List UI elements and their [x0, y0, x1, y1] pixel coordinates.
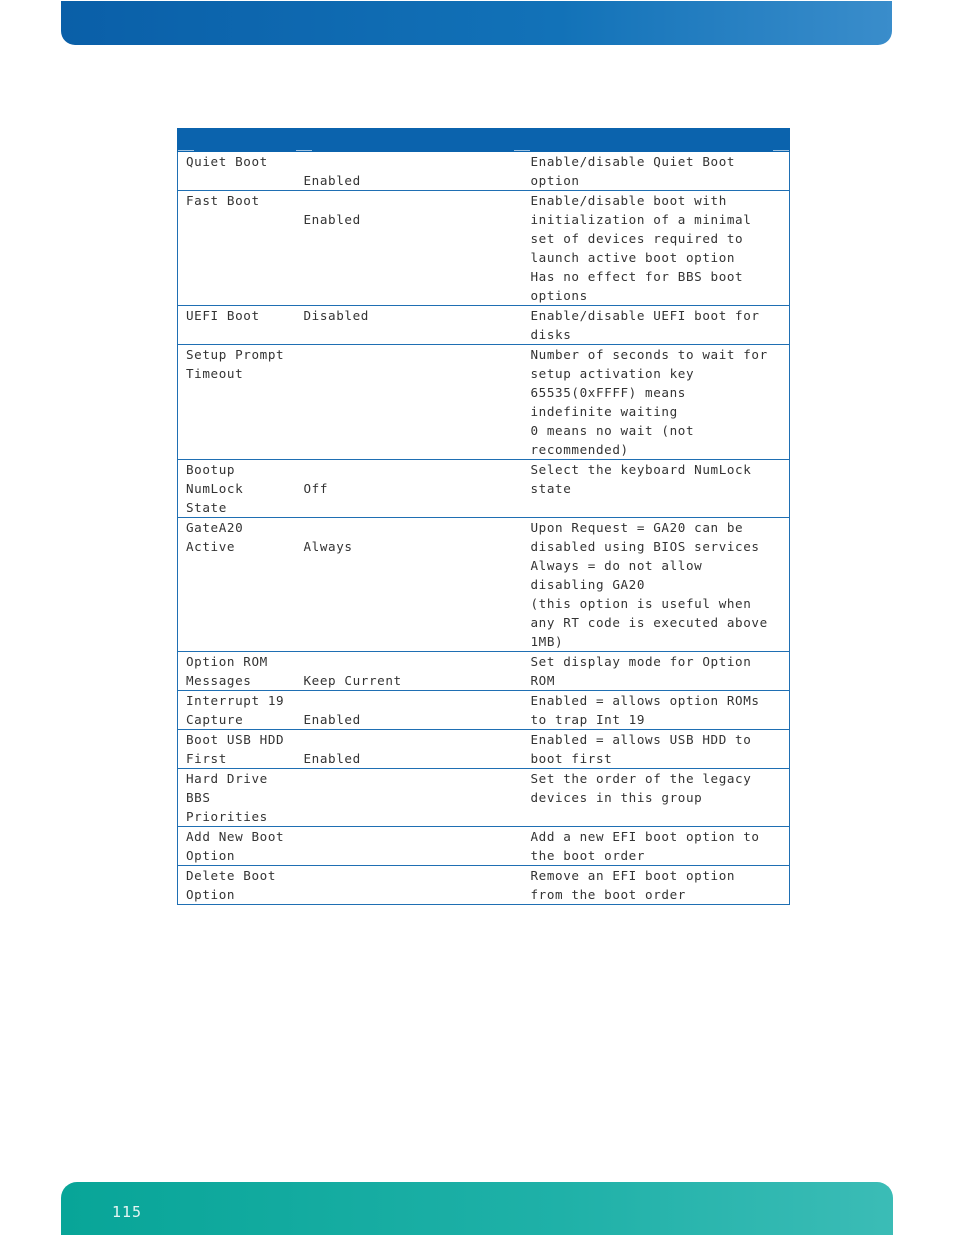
- setting-description-cell: Set the order of the legacy devices in this group: [522, 769, 790, 827]
- setting-value-cell: Enabled: [304, 691, 522, 730]
- bios-settings-table: [177, 128, 790, 905]
- table-row: [178, 827, 790, 866]
- setting-description-cell: Upon Request = GA20 can be disabled using BIOS services Always = do not allow disabling GA20 (this option is useful when any RT code is executed above 1MB): [522, 518, 790, 652]
- table-row: [178, 769, 790, 827]
- setting-name-cell: Option ROM Messages: [178, 652, 304, 691]
- table-row: [178, 652, 790, 691]
- table-row: [178, 306, 790, 345]
- table-row: [178, 152, 790, 191]
- table-row: [178, 191, 790, 306]
- setting-value-cell: [304, 769, 522, 827]
- setting-description-cell: Set display mode for Option ROM: [522, 652, 790, 691]
- setting-value-cell: [304, 866, 522, 905]
- setting-description-cell: Add a new EFI boot option to the boot order: [522, 827, 790, 866]
- setting-value-cell: Keep Current: [304, 652, 522, 691]
- header-cell-setting: [178, 129, 304, 152]
- setting-value-cell: Enabled: [304, 152, 522, 191]
- table-body: [178, 152, 790, 905]
- page-number: 115: [112, 1203, 143, 1221]
- header-cell-description: [522, 129, 790, 152]
- table-row: [178, 460, 790, 518]
- setting-description-cell: Enable/disable boot with initialization of a minimal set of devices required to launch active boot option Has no effect for BBS boot options: [522, 191, 790, 306]
- table-row: [178, 345, 790, 460]
- setting-name-cell: Bootup NumLock State: [178, 460, 304, 518]
- header-cell-value: [304, 129, 522, 152]
- setting-description-cell: Enabled = allows USB HDD to boot first: [522, 730, 790, 769]
- setting-description-cell: Number of seconds to wait for setup activation key 65535(0xFFFF) means indefinite waiting 0 means no wait (not recommended): [522, 345, 790, 460]
- setting-value-cell: [304, 345, 522, 460]
- table-header: [178, 129, 790, 152]
- setting-value-cell: Enabled: [304, 191, 522, 306]
- setting-value-cell: Off: [304, 460, 522, 518]
- setting-description-cell: Remove an EFI boot option from the boot order: [522, 866, 790, 905]
- setting-value-cell: [304, 827, 522, 866]
- table-row: [178, 730, 790, 769]
- page-footer-bar: [61, 1182, 893, 1235]
- table-row: [178, 518, 790, 652]
- setting-name-cell: Interrupt 19 Capture: [178, 691, 304, 730]
- setting-description-cell: Enable/disable UEFI boot for disks: [522, 306, 790, 345]
- page-header-bar: [61, 1, 892, 45]
- setting-name-cell: Boot USB HDD First: [178, 730, 304, 769]
- setting-name-cell: Setup Prompt Timeout: [178, 345, 304, 460]
- setting-description-cell: Select the keyboard NumLock state: [522, 460, 790, 518]
- setting-value-cell: Disabled: [304, 306, 522, 345]
- setting-name-cell: Quiet Boot: [178, 152, 304, 191]
- setting-description-cell: Enabled = allows option ROMs to trap Int 19: [522, 691, 790, 730]
- setting-name-cell: Delete Boot Option: [178, 866, 304, 905]
- setting-name-cell: Add New Boot Option: [178, 827, 304, 866]
- setting-name-cell: GateA20 Active: [178, 518, 304, 652]
- setting-description-cell: Enable/disable Quiet Boot option: [522, 152, 790, 191]
- setting-name-cell: UEFI Boot: [178, 306, 304, 345]
- setting-name-cell: Hard Drive BBS Priorities: [178, 769, 304, 827]
- setting-value-cell: Enabled: [304, 730, 522, 769]
- setting-name-cell: Fast Boot: [178, 191, 304, 306]
- table-row: [178, 691, 790, 730]
- setting-value-cell: Always: [304, 518, 522, 652]
- table-row: [178, 866, 790, 905]
